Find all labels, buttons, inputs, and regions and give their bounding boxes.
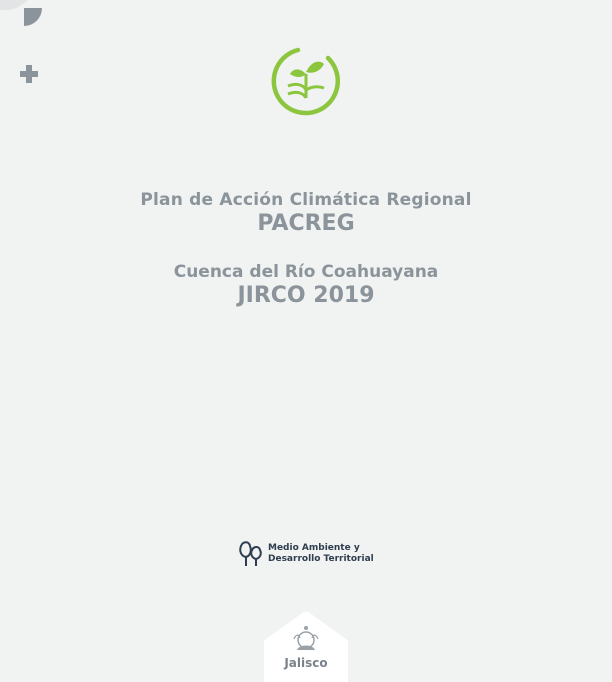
region-acronym-year: JIRCO 2019 [237, 283, 375, 308]
jalisco-crest-icon [263, 612, 349, 682]
trees-icon [238, 539, 264, 569]
plus-icon [20, 65, 38, 83]
corner-decoration [0, 0, 42, 28]
plan-acronym: PACREG [257, 211, 355, 236]
jalisco-brand-text: Jalisco [284, 656, 328, 670]
plan-title: Plan de Acción Climática Regional [140, 190, 472, 210]
leaf-sprout-logo-icon [268, 44, 344, 120]
region-title: Cuenca del Río Coahuayana [173, 262, 439, 282]
department-line1: Medio Ambiente y [268, 543, 360, 553]
title-block [0, 190, 612, 308]
department-line2: Desarrollo Territorial [268, 554, 374, 564]
department-label [238, 538, 374, 570]
